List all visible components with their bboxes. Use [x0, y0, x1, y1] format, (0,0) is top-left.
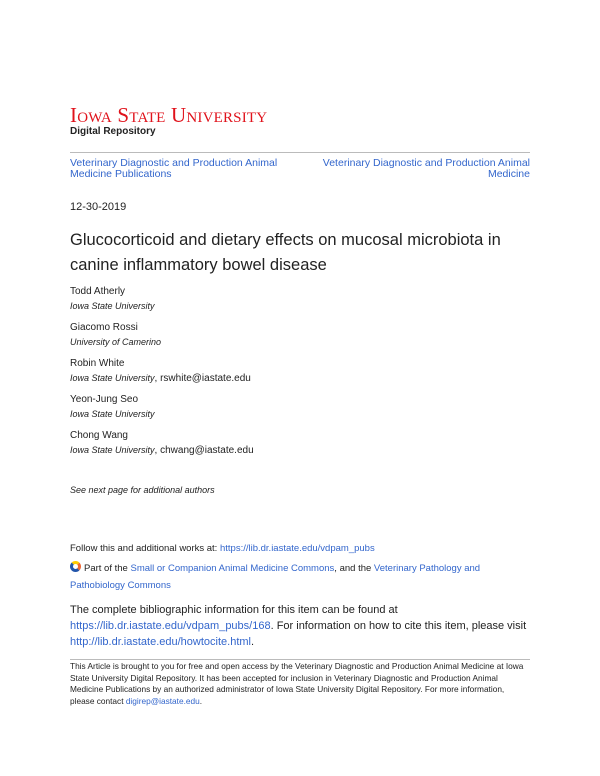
- divider: [70, 152, 530, 153]
- contact-email-link[interactable]: digirep@iastate.edu: [125, 695, 200, 706]
- citation-text: The complete bibliographic information for this item can be found at: [70, 604, 398, 616]
- author-affiliation: Iowa State University: [70, 301, 155, 311]
- author: [70, 285, 155, 314]
- see-next-note: See next page for additional authors: [70, 485, 215, 495]
- commons-link-small-animal[interactable]: Small or Companion Animal Medicine Commons: [130, 563, 335, 574]
- repository-logo: Digital Repository: [70, 126, 156, 137]
- item-link[interactable]: https://lib.dr.iastate.edu/vdpam_pubs/168: [70, 620, 271, 632]
- follow-link[interactable]: https://lib.dr.iastate.edu/vdpam_pubs: [219, 543, 375, 554]
- author: [70, 321, 161, 350]
- author-affiliation: Iowa State University: [70, 373, 155, 383]
- footer-notice: [70, 661, 530, 707]
- citation-text: .: [251, 636, 255, 648]
- author-email: , chwang@iastate.edu: [154, 445, 254, 456]
- university-logo: Iowa State University: [70, 103, 268, 127]
- publication-date: 12-30-2019: [70, 201, 127, 213]
- author-affiliation: Iowa State University: [70, 445, 155, 455]
- author: [70, 393, 155, 422]
- footer-text: This Article is brought to you for free and open access by the Veterinary Diagnostic and Production Animal Medicine at Iowa State University Digital Repository. It has been accepted for inclusion in Veterinary Diagnostic and Production Animal Medicine Publications by an authorized administrator of Iowa State University Digital Repository. For more information, please contact: [70, 661, 524, 706]
- divider: [70, 659, 530, 660]
- author-name: Todd Atherly: [70, 286, 126, 297]
- citation-paragraph: [70, 602, 532, 650]
- author-name: Yeon-Jung Seo: [70, 394, 139, 405]
- author-email: , rswhite@iastate.edu: [154, 373, 251, 384]
- commons-link-pathology[interactable]: Veterinary Pathology and Pathobiology Commons: [70, 563, 481, 591]
- author-name: Chong Wang: [70, 430, 128, 441]
- footer-text: .: [199, 695, 203, 706]
- author-affiliation: Iowa State University: [70, 409, 155, 419]
- author-name: Giacomo Rossi: [70, 322, 138, 333]
- network-commons-icon: [70, 561, 81, 572]
- collection-link-publications[interactable]: Veterinary Diagnostic and Production Animal Medicine Publications: [70, 157, 278, 180]
- part-of-line: [70, 560, 530, 594]
- author-affiliation: University of Camerino: [70, 337, 162, 347]
- follow-text: Follow this and additional works at:: [70, 543, 220, 554]
- follow-line: [70, 543, 375, 554]
- author: [70, 357, 251, 386]
- citation-text: . For information on how to cite this item, please visit: [270, 620, 527, 632]
- collection-link-department[interactable]: Veterinary Diagnostic and Production Animal Medicine: [322, 157, 530, 180]
- part-of-text: , and the: [334, 563, 374, 574]
- author-name: Robin White: [70, 358, 125, 369]
- how-to-cite-link[interactable]: http://lib.dr.iastate.edu/howtocite.html: [70, 636, 251, 648]
- article-title: Glucocorticoid and dietary effects on mucosal microbiota in canine inflammatory bowel disease: [70, 231, 501, 274]
- part-of-text: Part of the: [84, 563, 131, 574]
- author: [70, 429, 254, 458]
